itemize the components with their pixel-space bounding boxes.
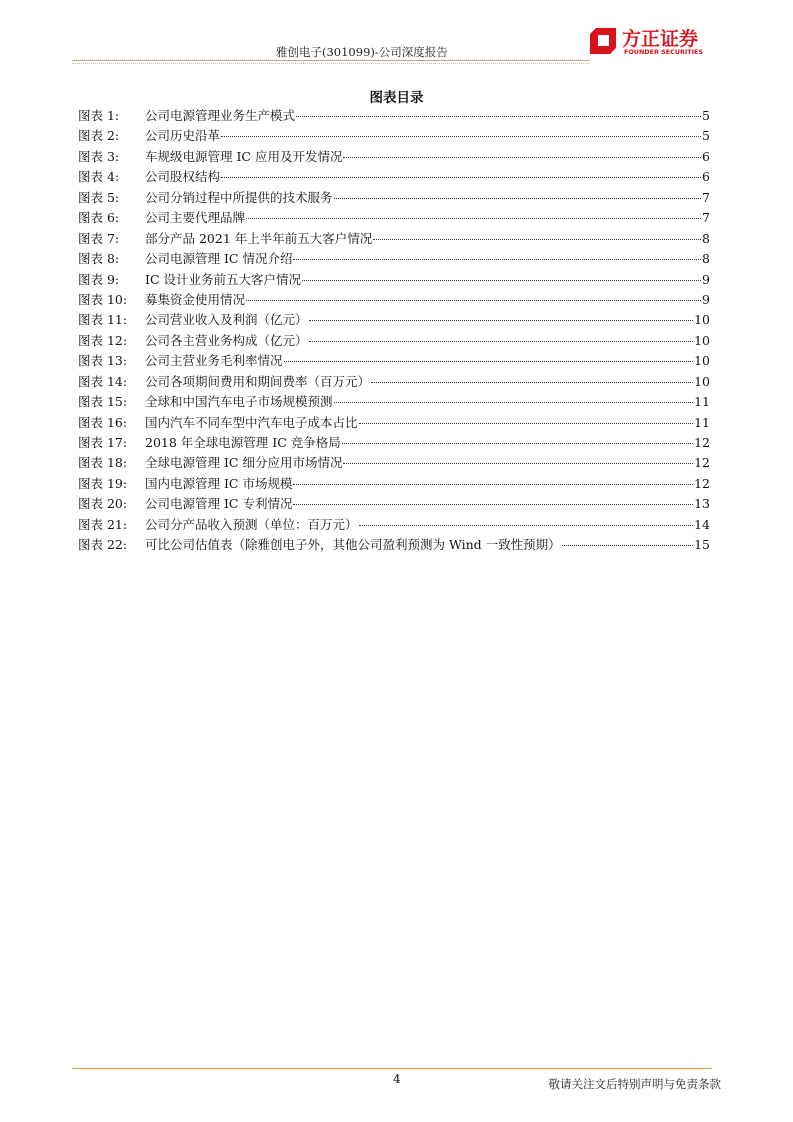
toc-entry-page[interactable]: 5 <box>702 128 710 144</box>
toc-leader-dots <box>371 382 693 383</box>
toc-entry-label: 图表 8: <box>78 251 120 267</box>
toc-leader-dots <box>221 136 701 137</box>
toc-entry-label: 图表 19: <box>78 475 128 491</box>
header-dotted-divider <box>72 63 590 64</box>
toc-entry-label: 图表 17: <box>78 435 128 450</box>
toc-leader-dots <box>334 402 694 403</box>
toc-leader-dots <box>342 443 693 444</box>
toc-entry-page[interactable]: 11 <box>694 414 710 430</box>
toc-entry-title[interactable]: 全球电源管理 IC 细分应用市场情况 <box>145 455 343 471</box>
toc-leader-dots <box>309 341 694 342</box>
toc-entry-label: 图表 22: <box>78 537 128 553</box>
toc-entry[interactable] <box>78 106 710 126</box>
toc-entry-page[interactable]: 10 <box>694 353 710 369</box>
toc-entry-page[interactable]: 15 <box>694 537 710 553</box>
toc-entry-title[interactable]: IC 设计业务前五大客户情况 <box>145 271 301 287</box>
toc-entry-page[interactable]: 14 <box>694 516 710 532</box>
toc-entry[interactable] <box>78 331 710 351</box>
toc-entry-label: 图表 13: <box>78 353 128 369</box>
toc-entry-title[interactable]: 2018 年全球电源管理 IC 竞争格局 <box>145 435 341 450</box>
header-divider <box>72 60 590 61</box>
toc-leader-dots <box>343 157 701 158</box>
toc-entry-label: 图表 15: <box>78 394 128 410</box>
toc-leader-dots <box>246 300 701 301</box>
toc-entry-title[interactable]: 公司分销过程中所提供的技术服务 <box>145 189 333 205</box>
toc-entry-title[interactable]: 公司主要代理品牌 <box>145 210 246 226</box>
toc-entry-title[interactable]: 全球和中国汽车电子市场规模预测 <box>145 394 333 410</box>
toc-leader-dots <box>343 463 693 464</box>
toc-entry-label: 图表 7: <box>78 230 120 246</box>
footer-divider <box>72 1068 712 1069</box>
toc-entry-title[interactable]: 公司营业收入及利润（亿元） <box>145 312 308 328</box>
toc-entry-page[interactable]: 11 <box>694 394 710 410</box>
toc-leader-dots <box>246 218 701 219</box>
report-title: 雅创电子(301099)-公司深度报告 <box>276 45 448 59</box>
toc-entry[interactable] <box>78 167 710 187</box>
toc-leader-dots <box>359 423 694 424</box>
toc-entry[interactable] <box>78 535 710 555</box>
toc-entry-page[interactable]: 6 <box>702 148 710 164</box>
toc-entry-title[interactable]: 车规级电源管理 IC 应用及开发情况 <box>145 148 343 164</box>
toc-entry[interactable] <box>78 351 710 371</box>
toc-leader-dots <box>334 198 702 199</box>
toc-entry-page[interactable]: 8 <box>702 230 710 246</box>
toc-entry-title[interactable]: 公司分产品收入预测（单位：百万元） <box>145 516 358 532</box>
toc-entry[interactable] <box>78 372 710 392</box>
toc-entry-label: 图表 2: <box>78 128 120 144</box>
toc-entry-label: 图表 3: <box>78 148 120 164</box>
toc-entry-label: 图表 20: <box>78 496 128 512</box>
toc-entry-page[interactable]: 10 <box>694 312 710 328</box>
toc-entry-label: 图表 4: <box>78 169 120 185</box>
toc-entry-title[interactable]: 部分产品 2021 年上半年前五大客户情况 <box>145 230 373 246</box>
toc-entry[interactable] <box>78 229 710 249</box>
toc-leader-dots <box>302 280 701 281</box>
toc-entry-label: 图表 14: <box>78 373 128 389</box>
toc-entry-page[interactable]: 9 <box>702 271 710 287</box>
toc-entry[interactable] <box>78 290 710 310</box>
toc-entry[interactable] <box>78 474 710 494</box>
founder-securities-logo <box>588 24 708 58</box>
toc-entry[interactable] <box>78 249 710 269</box>
toc-leader-dots <box>293 259 701 260</box>
toc-entry-page[interactable]: 9 <box>702 291 710 307</box>
toc-entry-title[interactable]: 公司各主营业务构成（亿元） <box>145 332 308 348</box>
toc-entry-page[interactable]: 12 <box>694 475 710 491</box>
toc-leader-dots <box>293 484 693 485</box>
toc-entry[interactable] <box>78 453 710 473</box>
toc-entry-title[interactable]: 公司电源管理 IC 专利情况 <box>145 496 293 512</box>
toc-entry-label: 图表 21: <box>78 516 128 532</box>
toc-entry-label: 图表 16: <box>78 414 128 430</box>
logo-text-cn: 方正证券 <box>622 28 699 50</box>
toc-entry-page[interactable]: 10 <box>694 373 710 389</box>
toc-entry-title[interactable]: 国内汽车不同车型中汽车电子成本占比 <box>145 414 358 430</box>
toc-entry[interactable] <box>78 310 710 330</box>
toc-leader-dots <box>221 177 701 178</box>
toc-entry-label: 图表 1: <box>78 108 120 123</box>
toc-entry-title[interactable]: 公司主营业务毛利率情况 <box>145 353 283 369</box>
toc-entry-label: 图表 10: <box>78 291 128 307</box>
toc-entry[interactable] <box>78 515 710 535</box>
toc-entry-label: 图表 18: <box>78 455 128 471</box>
logo-text-en: FOUNDER SECURITIES <box>624 48 704 56</box>
toc-entry-title[interactable]: 可比公司估值表（除雅创电子外，其他公司盈利预测为 Wind 一致性预期） <box>145 537 561 553</box>
toc-entry-title[interactable]: 公司电源管理 IC 情况介绍 <box>145 251 293 267</box>
toc-entry-page[interactable]: 8 <box>702 251 710 267</box>
toc-entry-title[interactable]: 公司电源管理业务生产模式 <box>145 108 296 123</box>
disclaimer-note: 敬请关注文后特别声明与免责条款 <box>548 1077 721 1091</box>
toc-entry-label: 图表 12: <box>78 332 128 348</box>
toc-entry[interactable] <box>78 126 710 146</box>
toc-entry[interactable] <box>78 147 710 167</box>
toc-entry-page[interactable]: 5 <box>702 108 710 123</box>
page-number: 4 <box>393 1072 401 1086</box>
toc-entry[interactable] <box>78 494 710 514</box>
toc-entry[interactable] <box>78 208 710 228</box>
toc-entry-title[interactable]: 公司股权结构 <box>145 169 221 185</box>
toc-entry[interactable] <box>78 392 710 412</box>
toc-entry-page[interactable]: 12 <box>694 455 710 471</box>
toc-entry-label: 图表 9: <box>78 271 120 287</box>
toc-entry[interactable] <box>78 433 710 453</box>
toc-entry[interactable] <box>78 188 710 208</box>
toc-leader-dots <box>562 545 693 546</box>
toc-entry-page[interactable]: 7 <box>702 210 710 226</box>
toc-leader-dots <box>359 525 694 526</box>
figure-toc-list <box>78 106 710 556</box>
toc-title: 图表目录 <box>369 90 424 106</box>
toc-entry[interactable] <box>78 413 710 433</box>
toc-entry-label: 图表 11: <box>78 312 128 328</box>
toc-entry-page[interactable]: 7 <box>702 189 710 205</box>
toc-entry-label: 图表 5: <box>78 189 120 205</box>
toc-leader-dots <box>309 320 694 321</box>
toc-entry-title[interactable]: 募集资金使用情况 <box>145 291 246 307</box>
toc-entry-title[interactable]: 公司各项期间费用和期间费率（百万元） <box>145 373 371 389</box>
toc-leader-dots <box>296 116 701 117</box>
toc-leader-dots <box>373 239 701 240</box>
toc-entry-page[interactable]: 6 <box>702 169 710 185</box>
toc-entry-title[interactable]: 国内电源管理 IC 市场规模 <box>145 475 293 491</box>
toc-leader-dots <box>284 361 694 362</box>
logo-mark-icon <box>588 26 618 56</box>
toc-leader-dots <box>293 504 693 505</box>
toc-entry-title[interactable]: 公司历史沿革 <box>145 128 221 144</box>
toc-entry-page[interactable]: 10 <box>694 332 710 348</box>
toc-entry-page[interactable]: 13 <box>694 496 710 512</box>
toc-entry-label: 图表 6: <box>78 210 120 226</box>
toc-entry-page[interactable]: 12 <box>694 435 710 450</box>
toc-entry[interactable] <box>78 270 710 290</box>
